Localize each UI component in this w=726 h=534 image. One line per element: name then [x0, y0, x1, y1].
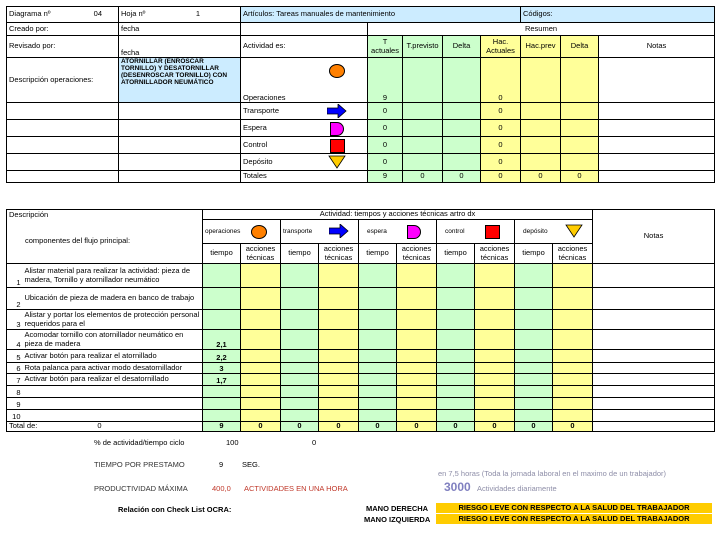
step-cell [319, 288, 359, 310]
step-notes [593, 363, 715, 374]
step-cell [397, 350, 437, 363]
step-tiempo [203, 398, 241, 410]
col-acciones: acciones técnicas [475, 244, 515, 264]
step-number: 10 [7, 410, 23, 422]
step-cell [281, 398, 319, 410]
magenta-d-icon [407, 225, 421, 239]
step-text: Acomodar tornillo con atornillador neumático en pieza de madera [23, 330, 203, 350]
total-value: 0 [437, 422, 475, 432]
step-row [7, 363, 715, 374]
step-tiempo: 3 [203, 363, 241, 374]
summary-label: Operaciones [243, 92, 286, 102]
col-tiempo: tiempo [203, 244, 241, 264]
col-tiempo: tiempo [281, 244, 319, 264]
step-cell [515, 288, 553, 310]
step-notes [593, 410, 715, 422]
pct-label: % de actividad/tiempo ciclo [94, 438, 185, 447]
step-number: 7 [7, 374, 23, 386]
group-control [437, 220, 515, 244]
tiempo-prestamo-value: 9 [219, 460, 224, 469]
step-cell [437, 288, 475, 310]
summary-cell [403, 58, 443, 103]
creado-fecha: fecha [119, 23, 241, 36]
step-cell [281, 386, 319, 398]
step-cell [475, 310, 515, 330]
step-cell [281, 288, 319, 310]
step-cell [241, 330, 281, 350]
totales-value: 0 [521, 171, 561, 183]
step-cell [359, 410, 397, 422]
summary-row-espera [241, 120, 368, 137]
step-notes [593, 386, 715, 398]
jornada-note: en 7,5 horas (Toda la jornada laboral en el maximo de un trabajador) [438, 469, 667, 478]
productividad-value: 400,0 [212, 484, 231, 493]
articulos-cell: Artículos: Tareas manuales de mantenimiento [241, 7, 521, 23]
step-cell [359, 363, 397, 374]
mano-derecha-label: MANO DERECHA [366, 504, 429, 513]
step-cell [397, 264, 437, 288]
step-cell [397, 398, 437, 410]
step-cell [319, 363, 359, 374]
step-text: Alistar y portar los elementos de protección personal requeridos para el [23, 310, 203, 330]
step-cell [241, 410, 281, 422]
step-text: Rota palanca para activar modo desatornillador [23, 363, 203, 374]
step-tiempo [203, 386, 241, 398]
step-cell [437, 350, 475, 363]
revisado-label: Revisado por: [7, 36, 119, 58]
step-cell [359, 288, 397, 310]
summary-t-act: 9 [368, 58, 403, 103]
summary-cell [521, 154, 561, 171]
col-notas: Notas [599, 36, 715, 58]
step-cell [397, 310, 437, 330]
blank-cell [7, 137, 119, 154]
step-cell [475, 410, 515, 422]
step-row [7, 386, 715, 398]
flow-sheet [6, 209, 715, 432]
step-notes [593, 330, 715, 350]
step-cell [319, 264, 359, 288]
step-cell [475, 386, 515, 398]
summary-row-transporte [241, 103, 368, 120]
total-de-cell [7, 422, 203, 432]
summary-cell [521, 58, 561, 103]
step-tiempo [203, 410, 241, 422]
total-value: 0 [359, 422, 397, 432]
step-cell [359, 386, 397, 398]
step-text [23, 386, 203, 398]
step-cell [359, 398, 397, 410]
blank-cell [241, 23, 368, 36]
col-t-previsto: T.previsto [403, 36, 443, 58]
step-cell [475, 288, 515, 310]
blank-cell [119, 171, 241, 183]
step-cell [437, 363, 475, 374]
step-cell [319, 410, 359, 422]
summary-cell [443, 137, 481, 154]
step-cell [397, 288, 437, 310]
total-value: 9 [203, 422, 241, 432]
summary-notes [599, 120, 715, 137]
step-cell [319, 310, 359, 330]
total-value: 0 [553, 422, 593, 432]
step-cell [281, 350, 319, 363]
step-tiempo [203, 310, 241, 330]
step-cell [553, 363, 593, 374]
blank-cell [7, 171, 119, 183]
step-row [7, 330, 715, 350]
step-number: 6 [7, 363, 23, 374]
summary-row-deposito [241, 154, 368, 171]
step-cell [515, 398, 553, 410]
summary-cell [561, 137, 599, 154]
step-cell [515, 330, 553, 350]
blank-cell [119, 120, 241, 137]
step-cell [475, 350, 515, 363]
group-label: control [445, 227, 465, 235]
descripcion-heading: Descripción [7, 210, 203, 220]
step-number: 3 [7, 310, 23, 330]
blank-cell [119, 103, 241, 120]
step-cell [319, 330, 359, 350]
step-cell [397, 410, 437, 422]
summary-notes [599, 154, 715, 171]
step-cell [475, 363, 515, 374]
group-label: operaciones [205, 227, 241, 235]
total-value: 0 [475, 422, 515, 432]
summary-cell [561, 120, 599, 137]
summary-row-operaciones [241, 58, 368, 103]
col-delta2: Delta [561, 36, 599, 58]
step-cell [553, 264, 593, 288]
step-cell [437, 310, 475, 330]
summary-hac: 0 [481, 58, 521, 103]
step-cell [515, 350, 553, 363]
group-label: transporte [283, 227, 313, 235]
creado-label: Creado por: [7, 23, 119, 36]
summary-cell [561, 154, 599, 171]
step-cell [515, 310, 553, 330]
step-cell [241, 386, 281, 398]
col-t-actuales: T actuales [368, 36, 403, 58]
step-cell [241, 350, 281, 363]
step-cell [281, 264, 319, 288]
step-notes [593, 264, 715, 288]
summary-notes [599, 171, 715, 183]
total-value: 0 [241, 422, 281, 432]
step-cell [515, 410, 553, 422]
step-cell [319, 350, 359, 363]
total-value: 0 [515, 422, 553, 432]
step-cell [475, 330, 515, 350]
step-number: 5 [7, 350, 23, 363]
step-cell [397, 330, 437, 350]
step-cell [241, 398, 281, 410]
step-cell [241, 264, 281, 288]
step-cell [359, 310, 397, 330]
group-espera [359, 220, 437, 244]
summary-label: Transporte [243, 105, 279, 115]
step-cell [553, 310, 593, 330]
summary-cell [443, 154, 481, 171]
diarias-label: Actividades diariamente [477, 484, 557, 493]
total-value: 0 [319, 422, 359, 432]
summary-cell [443, 120, 481, 137]
summary-cell [403, 154, 443, 171]
summary-hac: 0 [481, 137, 521, 154]
step-cell [515, 386, 553, 398]
col-acciones: acciones técnicas [397, 244, 437, 264]
step-number: 4 [7, 330, 23, 350]
step-cell [515, 363, 553, 374]
pct-value-2: 0 [312, 438, 317, 447]
step-row [7, 264, 715, 288]
step-notes [593, 398, 715, 410]
step-tiempo [203, 264, 241, 288]
step-cell [241, 363, 281, 374]
step-cell [553, 330, 593, 350]
mano-izquierda-label: MANO IZQUIERDA [364, 515, 431, 524]
diagrama-label: Diagrama nº [9, 9, 51, 19]
productividad-unit: ACTIVIDADES EN UNA HORA [244, 484, 348, 493]
hoja-label: Hoja nº [121, 9, 146, 19]
step-notes [593, 374, 715, 386]
summary-label: Espera [243, 122, 267, 132]
summary-cell [521, 137, 561, 154]
actividad-es-label: Actividad es: [241, 36, 368, 58]
col-tiempo: tiempo [437, 244, 475, 264]
step-row [7, 310, 715, 330]
group-transporte [281, 220, 359, 244]
step-number: 2 [7, 288, 23, 310]
total-value: 0 [281, 422, 319, 432]
col-tiempo: tiempo [359, 244, 397, 264]
descripcion-text: ATORNILLAR (ENROSCAR TORNILLO) Y DESATORNILLAR (DESENROSCAR TORNILLO) CON ATORNILLADOR NEUMÁTICO [119, 58, 241, 103]
steps-body [7, 264, 715, 422]
col-acciones: acciones técnicas [241, 244, 281, 264]
step-row [7, 398, 715, 410]
summary-t-act: 0 [368, 154, 403, 171]
diagrama-cell [7, 7, 119, 23]
step-cell [359, 330, 397, 350]
step-notes [593, 350, 715, 363]
step-notes [593, 310, 715, 330]
summary-t-act: 0 [368, 103, 403, 120]
yellow-triangle-icon [328, 155, 346, 169]
totales-value: 0 [561, 171, 599, 183]
resumen-title: Resumen [368, 23, 715, 36]
codigos-cell: Códigos: [521, 7, 715, 23]
step-cell [553, 386, 593, 398]
step-cell [397, 374, 437, 386]
summary-t-act: 0 [368, 137, 403, 154]
orange-circle-icon [329, 64, 345, 78]
summary-notes [599, 103, 715, 120]
diarias-value: 3000 [444, 480, 471, 494]
step-cell [475, 264, 515, 288]
step-cell [281, 310, 319, 330]
group-label: espera [367, 227, 387, 235]
ocra-label: Relación con Check List OCRA: [118, 505, 232, 514]
step-cell [359, 350, 397, 363]
step-cell [281, 330, 319, 350]
col-hac-actuales: Hac. Actuales [481, 36, 521, 58]
descripcion-label: Descripción operaciones: [7, 58, 119, 103]
summary-cell [561, 103, 599, 120]
totales-value: 0 [403, 171, 443, 183]
step-cell [437, 410, 475, 422]
step-tiempo: 2,1 [203, 330, 241, 350]
step-notes [593, 288, 715, 310]
summary-hac: 0 [481, 120, 521, 137]
summary-t-act: 0 [368, 120, 403, 137]
blue-arrow-icon [329, 224, 349, 238]
summary-row-control [241, 137, 368, 154]
step-cell [515, 374, 553, 386]
pct-value: 100 [226, 438, 239, 447]
step-cell [281, 374, 319, 386]
group-deposito [515, 220, 593, 244]
riesgo-derecha: RIESGO LEVE CON RESPECTO A LA SALUD DEL TRABAJADOR [436, 503, 712, 513]
blank-cell [7, 154, 119, 171]
totales-value: 0 [481, 171, 521, 183]
step-cell [397, 363, 437, 374]
col-acciones: acciones técnicas [553, 244, 593, 264]
step-row [7, 288, 715, 310]
step-cell [281, 363, 319, 374]
summary-cell [561, 58, 599, 103]
hoja-cell [119, 7, 241, 23]
summary-cell [443, 58, 481, 103]
group-label: depósito [523, 227, 548, 235]
totales-value: 9 [368, 171, 403, 183]
step-cell [475, 398, 515, 410]
step-cell [553, 374, 593, 386]
step-cell [319, 374, 359, 386]
step-cell [359, 374, 397, 386]
step-cell [553, 288, 593, 310]
blank-cell [119, 137, 241, 154]
col-delta: Delta [443, 36, 481, 58]
red-square-icon [330, 139, 345, 153]
step-cell [553, 350, 593, 363]
step-cell [437, 330, 475, 350]
totales-value: 0 [443, 171, 481, 183]
total-notes [593, 422, 715, 432]
red-square-icon [485, 225, 500, 239]
step-cell [241, 288, 281, 310]
total-de-label: Total de: [9, 421, 38, 431]
step-text: Activar botón para realizar el desatornillado [23, 374, 203, 386]
step-cell [437, 264, 475, 288]
total-de-value: 0 [97, 421, 102, 431]
step-cell [437, 398, 475, 410]
summary-cell [443, 103, 481, 120]
step-text: Activar botón para realizar el atornillado [23, 350, 203, 363]
step-cell [319, 386, 359, 398]
step-row [7, 350, 715, 363]
step-number: 9 [7, 398, 23, 410]
step-cell [437, 374, 475, 386]
step-text [23, 410, 203, 422]
actividad-title: Actividad: tiempos y acciones técnicas artro dx [203, 210, 593, 220]
step-cell [359, 264, 397, 288]
summary-label: Control [243, 139, 268, 149]
summary-cell [521, 103, 561, 120]
summary-notes [599, 137, 715, 154]
step-cell [437, 386, 475, 398]
summary-hac: 0 [481, 154, 521, 171]
step-number: 1 [7, 264, 23, 288]
summary-cell [403, 137, 443, 154]
step-number: 8 [7, 386, 23, 398]
step-cell [475, 374, 515, 386]
productividad-label: PRODUCTIVIDAD MÁXIMA [94, 484, 188, 493]
step-tiempo: 1,7 [203, 374, 241, 386]
riesgo-izquierda: RIESGO LEVE CON RESPECTO A LA SALUD DEL TRABAJADOR [436, 514, 712, 524]
step-cell [281, 410, 319, 422]
summary-cell [403, 103, 443, 120]
seg-label: SEG. [242, 460, 260, 469]
step-tiempo: 2,2 [203, 350, 241, 363]
step-cell [515, 264, 553, 288]
group-operaciones [203, 220, 281, 244]
step-tiempo [203, 288, 241, 310]
col-tiempo: tiempo [515, 244, 553, 264]
yellow-triangle-icon [565, 224, 583, 238]
orange-circle-icon [251, 225, 267, 239]
step-cell [553, 398, 593, 410]
step-row [7, 374, 715, 386]
step-row [7, 410, 715, 422]
blank-cell [7, 120, 119, 137]
summary-cell [521, 120, 561, 137]
flow-notas: Notas [593, 210, 715, 264]
step-cell [241, 374, 281, 386]
componentes-label: componentes del flujo principal: [7, 220, 203, 264]
blue-arrow-icon [327, 104, 347, 118]
blank-cell [119, 154, 241, 171]
diagrama-value: 04 [93, 9, 102, 19]
summary-notes [599, 58, 715, 103]
summary-sheet [6, 6, 715, 183]
total-value: 0 [397, 422, 437, 432]
revisado-fecha: fecha [119, 36, 241, 58]
step-cell [241, 310, 281, 330]
step-cell [319, 398, 359, 410]
step-cell [397, 386, 437, 398]
blank-cell [7, 103, 119, 120]
totales-label: Totales [241, 171, 368, 183]
tiempo-prestamo-label: TIEMPO POR PRESTAMO [94, 460, 185, 469]
step-text [23, 398, 203, 410]
summary-cell [403, 120, 443, 137]
summary-label: Depósito [243, 156, 273, 166]
step-text: Alistar material para realizar la actividad: pieza de madera, Tornillo y atornillador neumático [23, 264, 203, 288]
summary-hac: 0 [481, 103, 521, 120]
col-hac-prev: Hac.prev [521, 36, 561, 58]
col-acciones: acciones técnicas [319, 244, 359, 264]
hoja-value: 1 [195, 9, 200, 19]
magenta-d-icon [330, 122, 344, 136]
step-cell [553, 410, 593, 422]
step-text: Ubicación de pieza de madera en banco de trabajo [23, 288, 203, 310]
